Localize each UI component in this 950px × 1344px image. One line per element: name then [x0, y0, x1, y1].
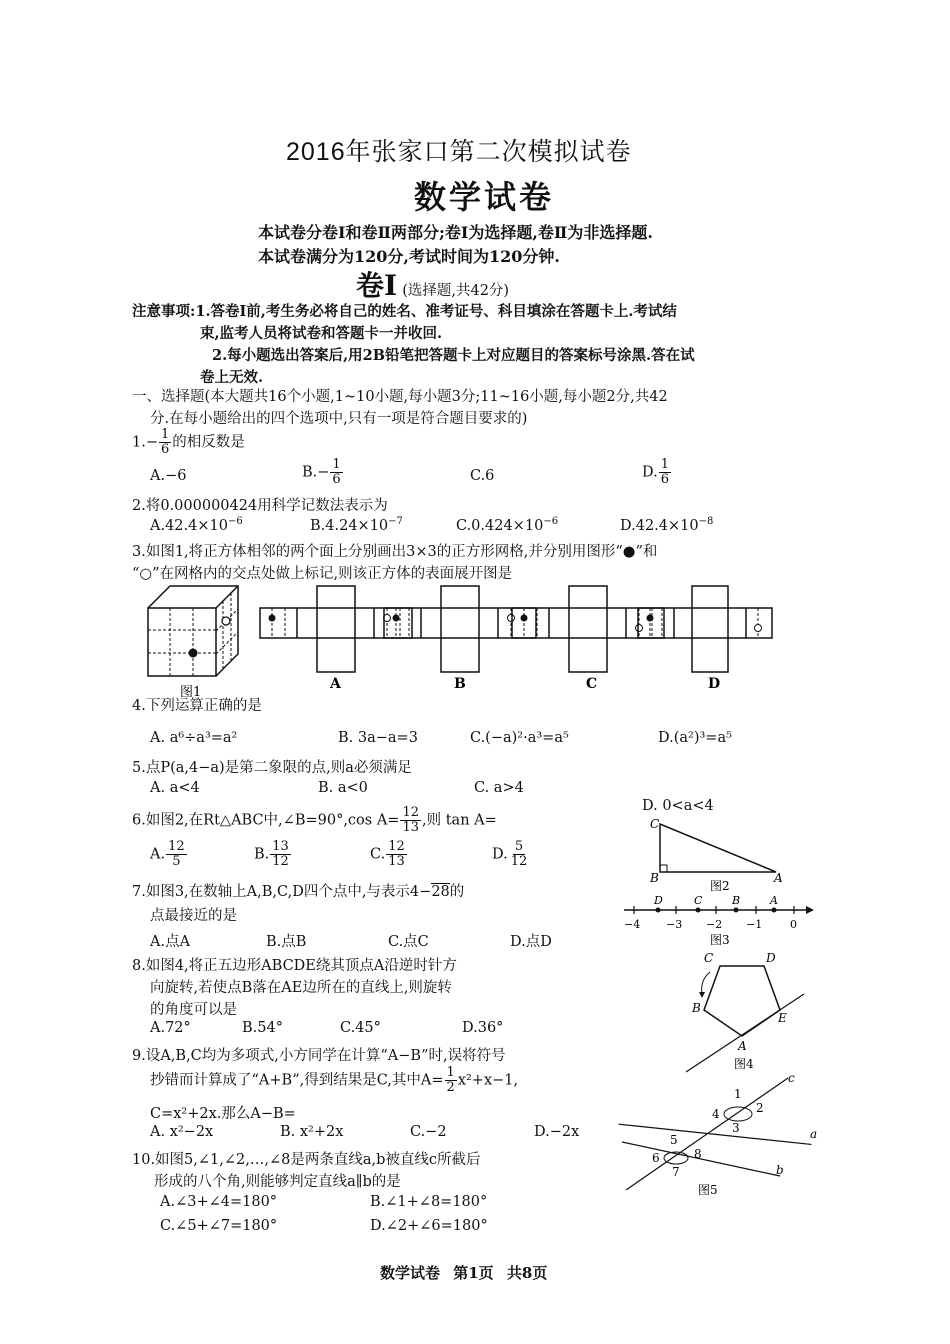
- q4-option-d: D.(a²)³=a⁵: [658, 730, 732, 746]
- q3-line-2: “○”在网格内的交点处做上标记,则该正方体的表面展开图是: [132, 566, 513, 582]
- angle-4: 4: [712, 1107, 720, 1121]
- q2-option-b: $B.4.24\times 10^{-7}$: [310, 516, 403, 534]
- fig5-label: 图5: [698, 1183, 718, 1197]
- figure-4-pentagon: [680, 944, 810, 1074]
- section1-line2: 分.在每小题给出的四个选项中,只有一项是符合题目要求的): [150, 411, 528, 427]
- note-1a: 1.答卷Ⅰ前,考生务必将自己的姓名、准考证号、科目填涂在答题卡上.考试结: [195, 303, 677, 320]
- q7-option-c: C.点C: [388, 934, 429, 950]
- angle-2: 2: [756, 1101, 764, 1115]
- tick-minus-2: −2: [706, 918, 723, 931]
- point-d: D: [654, 894, 663, 907]
- q8-option-d: D.36°: [462, 1020, 504, 1036]
- intro-line-1: 本试卷分卷Ⅰ和卷Ⅱ两部分;卷Ⅰ为选择题,卷Ⅱ为非选择题.: [258, 223, 653, 242]
- q1-option-c: C.6: [470, 468, 495, 484]
- q5-option-c: C. a>4: [474, 780, 524, 796]
- question-6: 6.如图2,在Rt△ABC中,∠B=90°,cos A= $\frac{12}{13}$ ,则 tan A=: [132, 805, 497, 835]
- q9-option-b: B. x²+2x: [280, 1124, 344, 1140]
- q8-line-1: 8.如图4,将正五边形ABCDE绕其顶点A沿逆时针方: [132, 958, 457, 974]
- q1-option-d: D. $\frac{1}{6}$: [642, 457, 669, 487]
- q9-option-a: A. x²−2x: [150, 1124, 214, 1140]
- q2-option-a: $A.42.4\times 10^{-6}$: [150, 516, 243, 534]
- q10-option-d: D.∠2+∠6=180°: [370, 1218, 488, 1234]
- angle-7: 7: [672, 1165, 680, 1179]
- tick-0: 0: [790, 918, 797, 931]
- q10-option-a: A.∠3+∠4=180°: [160, 1194, 278, 1210]
- net-d-label: D: [708, 676, 721, 692]
- net-d: [638, 586, 772, 672]
- subject-title: 数学试卷: [414, 178, 555, 216]
- q8-line-2: 向旋转,若使点B落在AE边所在的直线上,则旋转: [150, 980, 452, 996]
- line-b-label: b: [776, 1163, 784, 1177]
- angle-8: 8: [694, 1147, 702, 1161]
- q9-option-d: D.−2x: [534, 1124, 580, 1140]
- q3-line-1: 3.如图1,将正方体相邻的两个面上分别画出3×3的正方形网格,并分别用图形“●”和: [132, 544, 658, 560]
- q5-option-a: A. a<4: [150, 780, 200, 796]
- q6-option-c: C. $\frac{12}{13}$: [370, 839, 405, 869]
- angle-3: 3: [732, 1121, 740, 1135]
- point-c: C: [694, 894, 703, 907]
- net-a-label: A: [330, 676, 341, 692]
- line-c-label: c: [788, 1072, 795, 1085]
- figure-3-number-line: [618, 894, 814, 948]
- figure-5-transversal: [612, 1072, 822, 1198]
- q10-line-1: 10.如图5,∠1,∠2,…,∠8是两条直线a,b被直线c所截后: [132, 1152, 481, 1168]
- question-2: 2.将0.000000424用科学记数法表示为: [132, 498, 388, 514]
- q6-option-a: A. $\frac{12}{5}$: [150, 839, 185, 869]
- q1-stem: 的相反数是: [172, 434, 245, 451]
- question-7: 7.如图3,在数轴上A,B,C,D四个点中,与表示4−28的: [132, 884, 465, 900]
- net-a: [260, 586, 412, 672]
- q1-fraction: $\frac{1}{6}$: [161, 427, 170, 457]
- fig2-point-a: A: [774, 871, 783, 885]
- q9-option-c: C.−2: [410, 1124, 447, 1140]
- fig2-point-b: B: [650, 871, 659, 885]
- section1-line1: 一、选择题(本大题共16个小题,1~10小题,每小题3分;11~16小题,每小题2分,共42: [132, 389, 668, 405]
- angle-1: 1: [734, 1087, 742, 1101]
- angle-5: 5: [670, 1133, 678, 1147]
- q5-option-d: D. 0<a<4: [642, 798, 714, 814]
- note-2a: 2.每小题选出答案后,用2B铅笔把答题卡上对应题目的答案标号涂黑.答在试: [212, 347, 695, 364]
- angle-6: 6: [652, 1151, 660, 1165]
- q9-line-1: 9.设A,B,C均为多项式,小方同学在计算“A−B”时,误将符号: [132, 1048, 506, 1064]
- tick-minus-4: −4: [624, 918, 641, 931]
- cube-figure: [148, 586, 238, 676]
- volume-note: (选择题,共42分): [402, 283, 510, 299]
- fig4-point-a: A: [738, 1039, 747, 1053]
- q6-option-d: D. $\frac{5}{12}$: [492, 839, 528, 869]
- q7-stem-2: 点最接近的是: [150, 908, 237, 924]
- q8-line-3: 的角度可以是: [150, 1002, 237, 1018]
- tick-minus-1: −1: [746, 918, 763, 931]
- notes-label: 注意事项:: [132, 303, 196, 320]
- q9-line-2: 抄错而计算成了“A+B”,得到结果是C,其中A= $\frac{1}{2}$ x²+x−1,: [150, 1065, 519, 1095]
- q7-option-a: A.点A: [150, 934, 191, 950]
- q1-minus: −: [145, 434, 158, 451]
- q10-option-b: B.∠1+∠8=180°: [370, 1194, 488, 1210]
- fig4-point-d: D: [766, 951, 776, 965]
- q1-number: 1.: [132, 434, 146, 451]
- q4-option-b: B. 3a−a=3: [338, 730, 418, 746]
- figure-2: [640, 816, 800, 894]
- q2-option-c: $C.0.424\times 10^{-6}$: [456, 516, 559, 534]
- net-b-label: B: [454, 676, 466, 692]
- fig3-label: 图3: [710, 933, 730, 947]
- q9-line-3: C=x²+2x.那么A−B=: [150, 1106, 296, 1122]
- q7-option-d: D.点D: [510, 934, 552, 950]
- fig2-label: 图2: [710, 879, 730, 893]
- notes-line-1: [132, 300, 677, 321]
- volume-label: 卷Ⅰ: [356, 269, 398, 302]
- intro-line-2: 本试卷满分为120分,考试时间为120分钟.: [258, 247, 560, 266]
- q8-option-c: C.45°: [340, 1020, 381, 1036]
- fig4-label: 图4: [734, 1057, 754, 1071]
- exam-title: 2016年张家口第二次模拟试卷: [286, 138, 632, 166]
- q2-option-d: $D.42.4\times 10^{-8}$: [620, 516, 714, 534]
- page-footer: 数学试卷 第1页 共8页: [380, 1264, 548, 1282]
- question-5: 5.点P(a,4−a)是第二象限的点,则a必须满足: [132, 760, 412, 776]
- question-4: 4.下列运算正确的是: [132, 698, 262, 714]
- q8-option-a: A.72°: [150, 1020, 191, 1036]
- line-a-label: a: [810, 1127, 818, 1141]
- volume-heading: [356, 264, 509, 304]
- sqrt-value: 28: [431, 884, 450, 900]
- q4-option-c: C.(−a)²·a³=a⁵: [470, 730, 569, 746]
- note-2b: 卷上无效.: [200, 369, 264, 386]
- q7-option-b: B.点B: [266, 934, 307, 950]
- hollow-dot-icon: [222, 617, 230, 625]
- fig4-point-c: C: [704, 951, 714, 965]
- q1-option-b: B.− $\frac{1}{6}$: [302, 457, 341, 487]
- question-1: [132, 428, 245, 457]
- note-1b: 束,监考人员将试卷和答题卡一并收回.: [200, 325, 443, 342]
- fig4-point-e: E: [778, 1011, 787, 1025]
- fig2-point-c: C: [650, 817, 660, 831]
- q6-option-b: B. $\frac{13}{12}$: [254, 839, 289, 869]
- fig4-point-b: B: [692, 1001, 701, 1015]
- net-b-shape: [384, 586, 536, 672]
- net-c-label: C: [586, 676, 598, 692]
- q4-option-a: A. a⁶÷a³=a²: [150, 730, 238, 746]
- q5-option-b: B. a<0: [318, 780, 368, 796]
- filled-dot-icon: [189, 649, 198, 658]
- q8-option-b: B.54°: [242, 1020, 283, 1036]
- point-a: A: [770, 894, 778, 907]
- fig1-label: 图1: [180, 685, 202, 700]
- q3-figures: [140, 582, 780, 702]
- q1-option-a: A.−6: [150, 468, 187, 484]
- point-b: B: [732, 894, 741, 907]
- q10-line-2: 形成的八个角,则能够判定直线a∥b的是: [154, 1174, 401, 1190]
- tick-minus-3: −3: [666, 918, 683, 931]
- q10-option-c: C.∠5+∠7=180°: [160, 1218, 278, 1234]
